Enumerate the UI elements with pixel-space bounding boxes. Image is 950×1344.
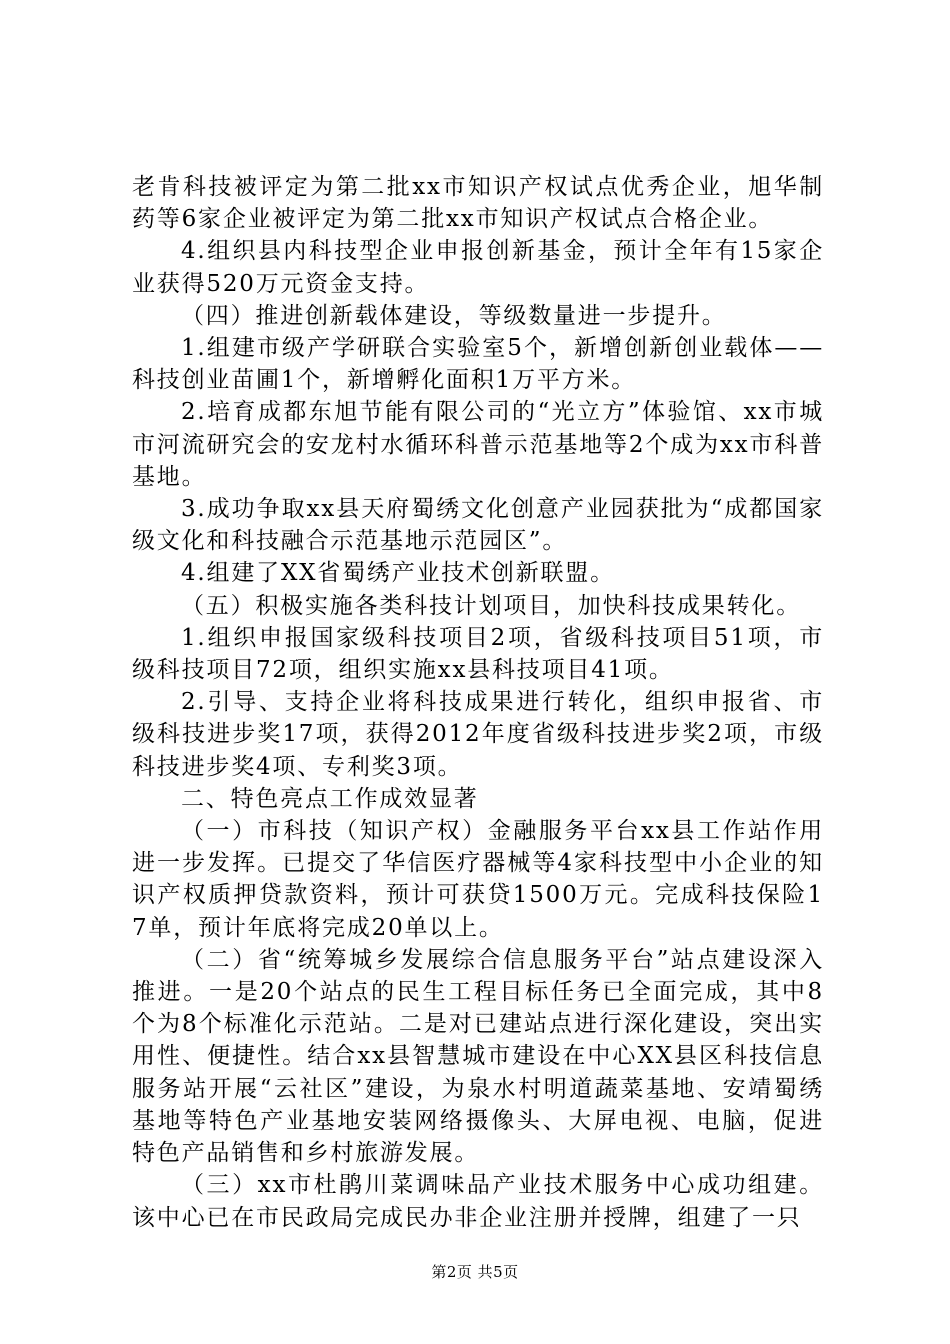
paragraph: （二）省“统筹城乡发展综合信息服务平台”站点建设深入推进。一是20个站点的民生工程目标任务已全面完成，其中8个为8个标准化示范站。二是对已建站点进行深化建设，突出实用性、便捷性。结合xx县智慧城市建设在中心XX县区科技信息服务站开展“云社区”建设，为泉水村明道蔬菜基地、安靖蜀绣基地等特色产业基地安装网络摄像头、大屏电视、电脑，促进特色产品销售和乡村旅游发展。 [132, 946, 824, 1167]
document-body [132, 171, 824, 1234]
paragraph: （一）市科技（知识产权）金融服务平台xx县工作站作用进一步发挥。已提交了华信医疗器械等4家科技型中小企业的知识产权质押贷款资料，预计可获贷1500万元。完成科技保险17单，预计年底将完成20单以上。 [132, 818, 824, 941]
paragraph: 1.组建市级产学研联合实验室5个，新增创新创业载体——科技创业苗圃1个，新增孵化面积1万平方米。 [132, 335, 824, 394]
paragraph: 1.组织申报国家级科技项目2项，省级科技项目51项，市级科技项目72项，组织实施xx县科技项目41项。 [132, 624, 824, 684]
paragraph: 老肯科技被评定为第二批xx市知识产权试点优秀企业，旭华制药等6家企业被评定为第二批xx市知识产权试点合格企业。 [132, 174, 824, 233]
paragraph: 2.培育成都东旭节能有限公司的“光立方”体验馆、xx市城市河流研究会的安龙村水循环科普示范基地等2个成为xx市科普基地。 [132, 399, 824, 490]
paragraph: （三）xx市杜鹃川菜调味品产业技术服务中心成功组建。该中心已在市民政局完成民办非企业注册并授牌，组建了一只 [132, 1172, 824, 1231]
section-heading: （五）积极实施各类科技计划项目，加快科技成果转化。 [181, 592, 801, 619]
section-heading: 二、特色亮点工作成效显著 [181, 785, 479, 812]
paragraph: 3.成功争取xx县天府蜀绣文化创意产业园获批为“成都国家级文化和科技融合示范基地示范园区”。 [132, 496, 824, 555]
paragraph: 4.组建了XX省蜀绣产业技术创新联盟。 [181, 560, 615, 587]
page-number: 第2页 共5页 [431, 1263, 519, 1281]
paragraph: 4.组织县内科技型企业申报创新基金，预计全年有15家企业获得520万元资金支持。 [132, 238, 824, 297]
section-heading: （四）推进创新载体建设，等级数量进一步提升。 [181, 302, 727, 329]
paragraph: 2.引导、支持企业将科技成果进行转化，组织申报省、市级科技进步奖17项，获得2012年度省级科技进步奖2项，市级科技进步奖4项、专利奖3项。 [132, 689, 824, 780]
